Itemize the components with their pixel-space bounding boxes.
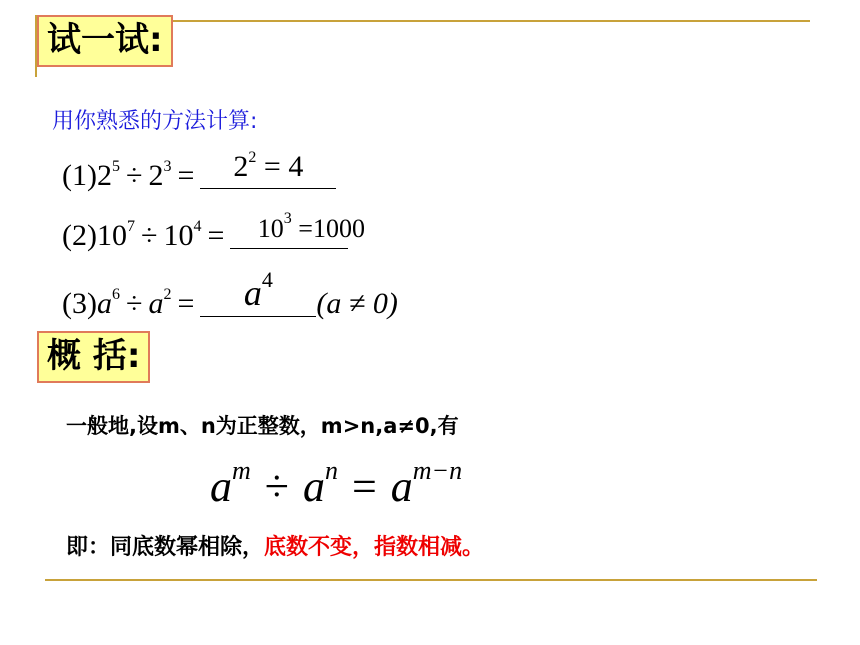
answer-result: =1000	[298, 214, 365, 243]
answer	[230, 210, 392, 244]
answer-exponent: 3	[283, 210, 292, 227]
base: 2	[96, 159, 112, 192]
base: a	[210, 462, 232, 511]
answer	[200, 267, 316, 314]
equals-operator: =	[177, 159, 195, 192]
exponent: n	[324, 456, 338, 485]
problem-label: (2)	[62, 219, 97, 252]
answer-exponent: 2	[248, 149, 257, 166]
problem-label: (1)	[62, 159, 97, 192]
general-statement: 一般地,设m、n为正整数，m>n,a≠0,有	[66, 414, 459, 438]
summary-highlight: 底数不变，指数相减。	[264, 535, 485, 560]
subtitle: 用你熟悉的方法计算:	[52, 109, 258, 134]
equals-operator: =	[351, 462, 377, 511]
condition: (a ≠ 0)	[316, 287, 398, 320]
base: a	[390, 462, 413, 511]
exponent: 4	[193, 218, 202, 235]
answer-exponent: 4	[261, 267, 273, 292]
exponent: 3	[163, 158, 172, 175]
answer-blank	[200, 149, 336, 189]
exponent: 7	[126, 218, 135, 235]
base: a	[302, 462, 325, 511]
exponent: 6	[111, 286, 120, 303]
answer-blank	[230, 210, 365, 249]
exponent: m	[232, 456, 251, 485]
problem-3	[62, 267, 398, 321]
exponent: m−n	[412, 456, 463, 485]
exponent: 5	[111, 158, 120, 175]
try-heading: 试一试:	[37, 15, 173, 67]
base: a	[148, 287, 164, 320]
equals-operator: =	[177, 287, 195, 320]
base: 10	[96, 219, 127, 252]
answer-base: 10	[257, 214, 284, 243]
problem-2	[62, 210, 365, 253]
equals-operator: =	[207, 219, 225, 252]
divide-operator: ÷	[125, 159, 143, 192]
base: 10	[163, 219, 194, 252]
exponent: 2	[163, 286, 172, 303]
division-law-formula	[210, 456, 462, 512]
answer-blank	[200, 267, 316, 317]
answer-base: a	[243, 273, 262, 313]
summary-heading: 概 括:	[37, 331, 150, 383]
problem-1	[62, 149, 336, 193]
summary-line	[66, 530, 484, 561]
base: a	[96, 287, 112, 320]
divide-operator: ÷	[264, 462, 289, 511]
summary-text: 即：同底数幂相除，	[66, 535, 265, 560]
bottom-rule	[45, 579, 817, 581]
answer-result: = 4	[263, 150, 304, 183]
problem-label: (3)	[62, 287, 97, 320]
answer	[200, 149, 336, 184]
answer-base: 2	[233, 150, 249, 183]
divide-operator: ÷	[125, 287, 143, 320]
divide-operator: ÷	[140, 219, 158, 252]
base: 2	[148, 159, 164, 192]
